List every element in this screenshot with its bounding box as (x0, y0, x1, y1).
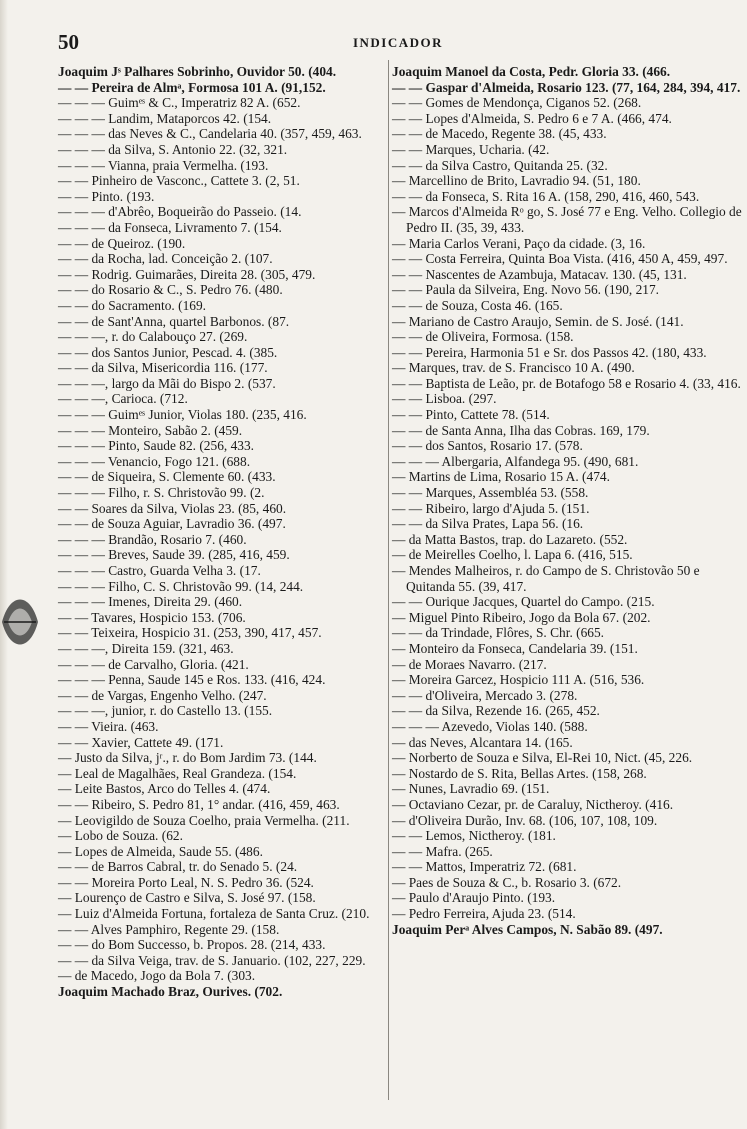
directory-entry: — — Alves Pamphiro, Regente 29. (158. (58, 921, 280, 937)
directory-entry: — Luiz d'Almeida Fortuna, fortaleza de Santa Cruz. (210. (58, 906, 370, 922)
directory-entry: — — Lemos, Nictheroy. (181. (392, 828, 556, 844)
directory-entry: — — —, largo da Mãi do Bispo 2. (537. (58, 375, 276, 391)
directory-entry: — — — Albergaria, Alfandega 95. (490, 681. (392, 453, 639, 469)
running-title: INDICADOR (352, 35, 444, 50)
directory-entry: — — Costa Ferreira, Quinta Boa Vista. (416, 450 A, 459, 497. (392, 251, 728, 267)
directory-entry: — — Nascentes de Azambuja, Matacav. 130. (45, 131. (392, 266, 687, 282)
directory-entry: — — Tavares, Hospicio 153. (706. (58, 609, 246, 625)
directory-entry: — — Gaspar d'Almeida, Rosario 123. (77, 164, 284, 394, 417. (392, 79, 741, 95)
directory-entry: — — Lopes d'Almeida, S. Pedro 6 e 7 A. (466, 474. (392, 110, 672, 126)
directory-entry: — Justo da Silva, jʳ., r. do Bom Jardim 73. (144. (58, 750, 317, 766)
directory-entry: — — da Silva Prates, Lapa 56. (16. (392, 516, 584, 532)
directory-entry: — Mendes Malheiros, r. do Campo de S. Christovão 50 e Quitanda 55. (39, 417. (392, 563, 700, 594)
directory-entry: — Marques, trav. de S. Francisco 10 A. (490. (392, 360, 635, 376)
directory-entry: — Marcellino de Brito, Lavradio 94. (51, 180. (392, 173, 641, 189)
directory-entry: — — Rodrig. Guimarães, Direita 28. (305, 479. (58, 266, 316, 282)
directory-entry: — — Paula da Silveira, Eng. Novo 56. (190, 217. (392, 282, 660, 298)
directory-entry: — d'Oliveira Durão, Inv. 68. (106, 107, 108, 109. (392, 812, 658, 828)
directory-entry: Joaquim Manoel da Costa, Pedr. Gloria 33. (466. (392, 64, 671, 79)
directory-entry: — — Pinto, Cattete 78. (514. (392, 407, 550, 423)
directory-entry: — — de Vargas, Engenho Velho. (247. (58, 687, 267, 703)
directory-entry: — — —, Direita 159. (321, 463. (58, 640, 234, 656)
directory-entry: — — — de Carvalho, Gloria. (421. (58, 656, 249, 672)
directory-entry: — — Marques, Ucharia. (42. (392, 141, 550, 157)
directory-entry: — — Soares da Silva, Violas 23. (85, 460. (58, 500, 287, 516)
directory-entry: — — Teixeira, Hospicio 31. (253, 390, 417, 457. (58, 625, 322, 641)
directory-entry: — — — Filho, r. S. Christovão 99. (2. (58, 485, 265, 501)
directory-entry: — — — Penna, Saude 145 e Ros. 133. (416, 424. (58, 672, 326, 688)
directory-entry: — — Moreira Porto Leal, N. S. Pedro 36. (524. (58, 874, 314, 890)
directory-entry: — — Mafra. (265. (392, 843, 493, 859)
page-header (58, 30, 738, 56)
directory-entry: — — de Macedo, Regente 38. (45, 433. (392, 126, 607, 142)
directory-entry: — — — Breves, Saude 39. (285, 416, 459. (58, 547, 290, 563)
directory-entry: — — —, r. do Calabouço 27. (269. (58, 329, 248, 345)
directory-entry: — — Lisboa. (297. (392, 391, 497, 407)
directory-entry: — — de Siqueira, S. Clemente 60. (433. (58, 469, 276, 485)
directory-entry: — — Pinto. (193. (58, 188, 155, 204)
directory-entry: — — de Souza, Costa 46. (165. (392, 297, 563, 313)
directory-entry: — Paulo d'Araujo Pinto. (193. (392, 890, 556, 906)
directory-entry: — — Gomes de Mendonça, Ciganos 52. (268. (392, 95, 642, 111)
directory-entry: — Miguel Pinto Ribeiro, Jogo da Bola 67. (202. (392, 609, 651, 625)
directory-entry: — Nunes, Lavradio 69. (151. (392, 781, 550, 797)
directory-entry: — Lobo de Souza. (62. (58, 828, 183, 844)
directory-entry: — — da Fonseca, S. Rita 16 A. (158, 290, 416, 460, 543. (392, 188, 700, 204)
directory-entry: — — da Trindade, Flôres, S. Chr. (665. (392, 625, 605, 641)
directory-entry: — — — Guimᵉˢ Junior, Violas 180. (235, 416. (58, 407, 307, 423)
directory-entry: — de Moraes Navarro. (217. (392, 656, 547, 672)
directory-entry: — — — das Neves & C., Candelaria 40. (357, 459, 463. (58, 126, 362, 142)
directory-entry: — de Macedo, Jogo da Bola 7. (303. (58, 968, 256, 984)
directory-entry: — — de Souza Aguiar, Lavradio 36. (497. (58, 516, 286, 532)
directory-entry: — — —, Carioca. (712. (58, 391, 188, 407)
directory-entry: — — Ribeiro, largo d'Ajuda 5. (151. (392, 500, 590, 516)
directory-entry: — — Marques, Assembléa 53. (558. (392, 485, 589, 501)
directory-entry: — — Ourique Jacques, Quartel do Campo. (215. (392, 594, 655, 610)
directory-entry: — Octaviano Cezar, pr. de Caraluy, Nictheroy. (416. (392, 796, 674, 812)
directory-entry: — Maria Carlos Verani, Paço da cidade. (3, 16. (392, 235, 646, 251)
directory-entry: — — de Sant'Anna, quartel Barbonos. (87. (58, 313, 290, 329)
directory-entry: — Norberto de Souza e Silva, El-Rei 10, Nict. (45, 226. (392, 750, 693, 766)
directory-entry: — — Pinheiro de Vasconc., Cattete 3. (2, 51. (58, 173, 300, 189)
directory-entry: — — — Brandão, Rosario 7. (460. (58, 531, 247, 547)
directory-entry: — — Vieira. (463. (58, 718, 159, 734)
directory-entry: — — Pereira, Harmonia 51 e Sr. dos Passos 42. (180, 433. (392, 344, 707, 360)
directory-entry: — — — Imenes, Direita 29. (460. (58, 594, 243, 610)
directory-entry: — — — Azevedo, Violas 140. (588. (392, 718, 588, 734)
directory-entry: — Pedro Ferreira, Ajuda 23. (514. (392, 906, 576, 922)
directory-entry: — Lopes de Almeida, Saude 55. (486. (58, 843, 263, 859)
directory-entry: — Leite Bastos, Arco do Telles 4. (474. (58, 781, 271, 797)
directory-entry: — — — da Silva, S. Antonio 22. (32, 321. (58, 141, 288, 157)
directory-entry: — — de Santa Anna, Ilha das Cobras. 169, 179. (392, 422, 650, 438)
directory-entry: — — — Guimᵉˢ & C., Imperatriz 82 A. (652. (58, 95, 301, 111)
directory-entry: — — — Filho, C. S. Christovão 99. (14, 244. (58, 578, 304, 594)
directory-entry: — — Mattos, Imperatriz 72. (681. (392, 859, 577, 875)
directory-entry: — — — Venancio, Fogo 121. (688. (58, 453, 251, 469)
directory-entry: — — — Landim, Mataporcos 42. (154. (58, 110, 272, 126)
directory-entry: — — da Silva, Rezende 16. (265, 452. (392, 703, 600, 719)
column-divider (388, 60, 389, 1100)
directory-entry: — — — Vianna, praia Vermelha. (193. (58, 157, 269, 173)
directory-entry: — — de Barros Cabral, tr. do Senado 5. (24. (58, 859, 298, 875)
directory-entry: — de Meirelles Coelho, l. Lapa 6. (416, 515. (392, 547, 633, 563)
directory-entry: — — Ribeiro, S. Pedro 81, 1° andar. (416, 459, 463. (58, 796, 340, 812)
directory-entry: — Nostardo de S. Rita, Bellas Artes. (158, 268. (392, 765, 647, 781)
directory-entry: — da Matta Bastos, trap. do Lazareto. (552. (392, 531, 628, 547)
directory-entry: — — de Queiroz. (190. (58, 235, 186, 251)
directory-entry: Joaquim Perᵃ Alves Campos, N. Sabão 89. (497. (392, 921, 663, 937)
directory-entry: — — da Rocha, lad. Conceição 2. (107. (58, 251, 273, 267)
directory-entry: — — Pereira de Almᵃ, Formosa 101 A. (91,152. (58, 79, 326, 95)
directory-entry: — Leal de Magalhães, Real Grandeza. (154. (58, 765, 297, 781)
directory-entry: — — — Monteiro, Sabão 2. (459. (58, 422, 243, 438)
directory-entry: Joaquim Jˢ Palhares Sobrinho, Ouvidor 50. (404. (58, 64, 337, 79)
page-number: 50 (58, 30, 79, 54)
directory-entry: — Martins de Lima, Rosario 15 A. (474. (392, 469, 610, 485)
directory-entry: — — d'Oliveira, Mercado 3. (278. (392, 687, 578, 703)
right-column (392, 64, 744, 937)
page-edge-shadow (0, 0, 8, 1129)
directory-entry: — Lourenço de Castro e Silva, S. José 97. (158. (58, 890, 316, 906)
directory-entry: — — Xavier, Cattete 49. (171. (58, 734, 224, 750)
directory-entry: — Paes de Souza & C., b. Rosario 3. (672. (392, 874, 622, 890)
directory-entry: — das Neves, Alcantara 14. (165. (392, 734, 573, 750)
printer-ornament-icon (0, 582, 40, 662)
directory-entry: — — da Silva Castro, Quitanda 25. (32. (392, 157, 608, 173)
directory-entry: — — do Rosario & C., S. Pedro 76. (480. (58, 282, 283, 298)
directory-entry: — Moreira Garcez, Hospicio 111 A. (516, 536. (392, 672, 645, 688)
directory-entry: — — da Silva, Misericordia 116. (177. (58, 360, 268, 376)
directory-entry: — — —, junior, r. do Castello 13. (155. (58, 703, 273, 719)
directory-entry: — — — d'Abrêo, Boqueirão do Passeio. (14. (58, 204, 302, 220)
left-column (58, 64, 388, 1000)
directory-entry: — Leovigildo de Souza Coelho, praia Vermelha. (211. (58, 812, 350, 828)
directory-entry: — — da Silva Veiga, trav. de S. Januario. (102, 227, 229. (58, 952, 366, 968)
directory-entry: — — dos Santos Junior, Pescad. 4. (385. (58, 344, 278, 360)
directory-entry: — — do Bom Successo, b. Propos. 28. (214, 433. (58, 937, 326, 953)
directory-entry: — — — da Fonseca, Livramento 7. (154. (58, 219, 282, 235)
directory-entry: — Marcos d'Almeida Rᵒ go, S. José 77 e Eng. Velho. Collegio de Pedro II. (35, 39, 433. (392, 204, 742, 235)
directory-entry: — Monteiro da Fonseca, Candelaria 39. (151. (392, 640, 638, 656)
directory-entry: — — do Sacramento. (169. (58, 297, 207, 313)
directory-entry: — — de Oliveira, Formosa. (158. (392, 329, 574, 345)
directory-entry: — — Baptista de Leão, pr. de Botafogo 58 e Rosario 4. (33, 416. (392, 375, 741, 391)
directory-entry: — — dos Santos, Rosario 17. (578. (392, 438, 583, 454)
directory-entry: — — — Castro, Guarda Velha 3. (17. (58, 563, 261, 578)
directory-entry: — — — Pinto, Saude 82. (256, 433. (58, 438, 255, 454)
directory-entry: Joaquim Machado Braz, Ourives. (702. (58, 984, 283, 1000)
directory-entry: — Mariano de Castro Araujo, Semin. de S. José. (141. (392, 313, 684, 329)
